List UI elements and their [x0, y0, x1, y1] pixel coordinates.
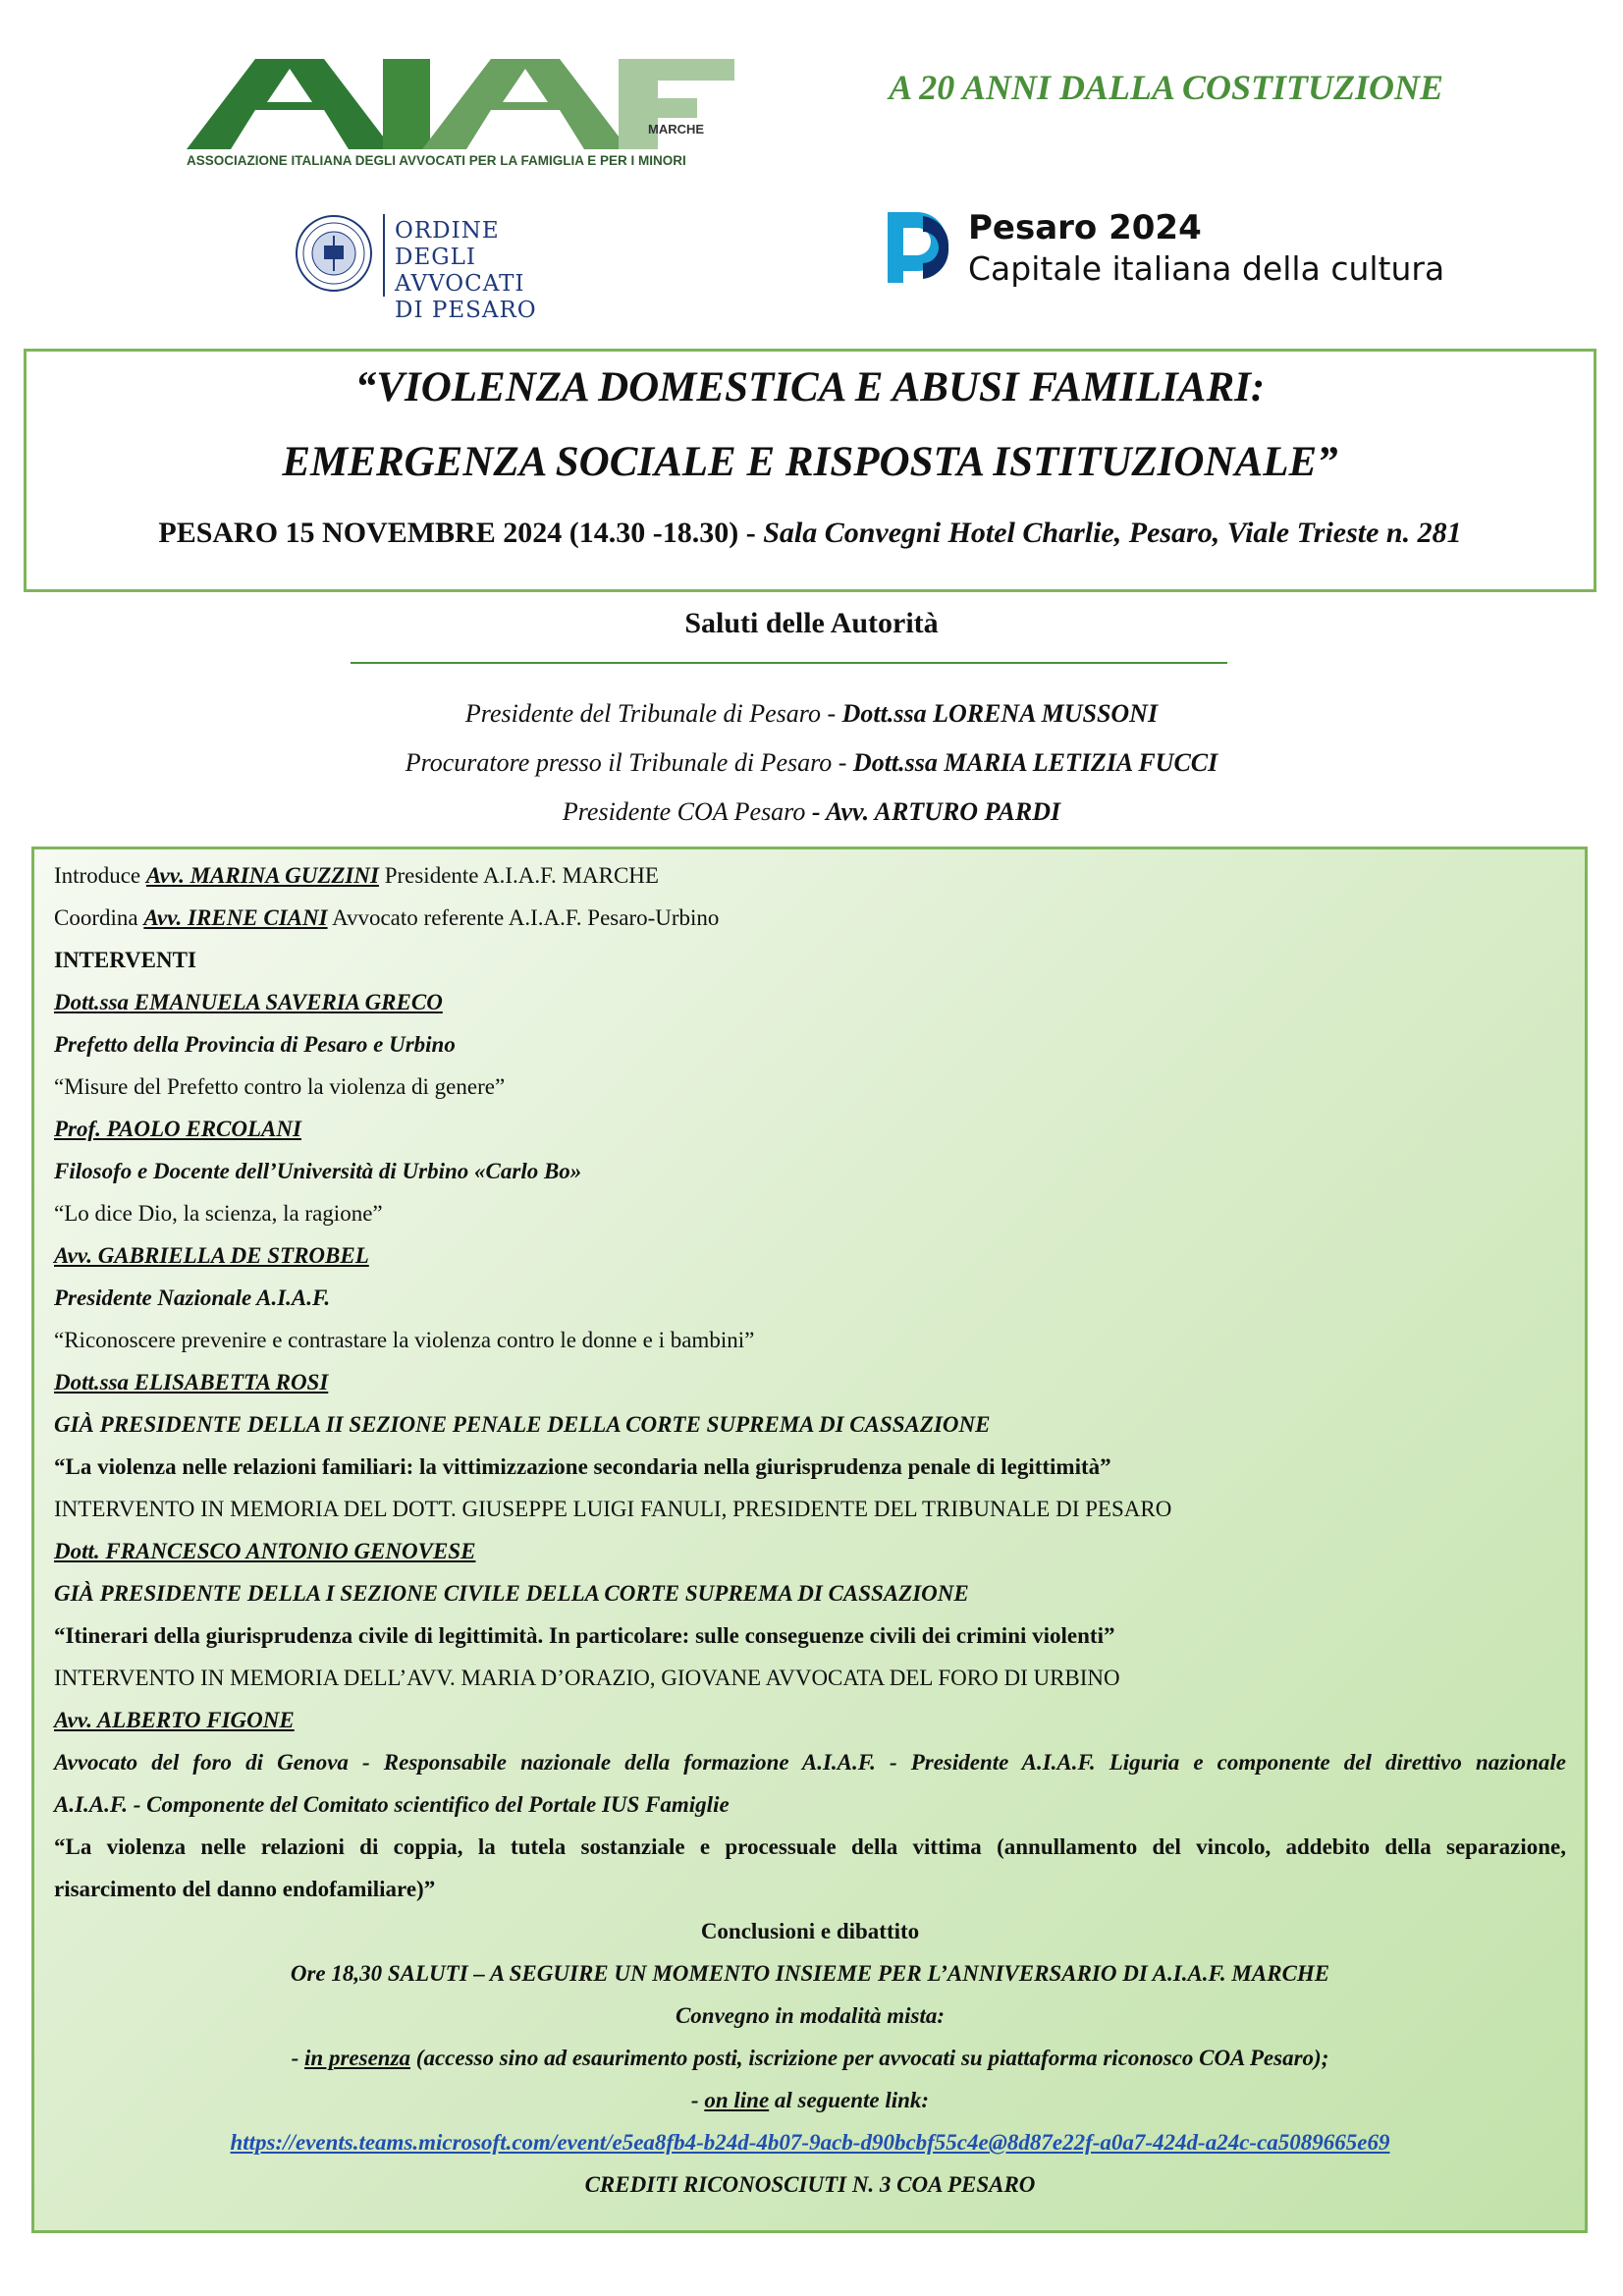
speaker-name: Avv. ALBERTO FIGONE [54, 1708, 295, 1732]
coordina-suffix: Avvocato referente A.I.A.F. Pesaro-Urbino [327, 905, 720, 930]
speaker-memory: INTERVENTO IN MEMORIA DELL’AVV. MARIA D’ORAZIO, GIOVANE AVVOCATA DEL FORO DI URBINO [54, 1666, 1120, 1690]
introduce-suffix: Presidente A.I.A.F. MARCHE [378, 863, 659, 888]
teams-event-link[interactable]: https://events.teams.microsoft.com/event/e5ea8fb4-b24d-4b07-9acb-d90bcbf55c4e@8d87e22f-a0a7-424d-a24c-ca5089665e69 [230, 2130, 1390, 2155]
event-title-line-1: “VIOLENZA DOMESTICA E ABUSI FAMILIARI: [354, 364, 1266, 410]
speaker-name: Dott.ssa EMANUELA SAVERIA GRECO [54, 990, 443, 1014]
speaker-role: A.I.A.F. - Componente del Comitato scientifico del Portale IUS Famiglie [54, 1792, 730, 1817]
event-title-box [24, 349, 1596, 592]
authority-line [0, 748, 1623, 778]
authority-role: Presidente del Tribunale di Pesaro - [464, 699, 842, 728]
authority-line [0, 699, 1623, 729]
authority-line [0, 797, 1623, 827]
speaker-talk: “La violenza nelle relazioni familiari: la vittimizzazione secondaria nella giurisprudenza penale di legittimità” [54, 1454, 1111, 1479]
event-title-line-2: EMERGENZA SOCIALE E RISPOSTA ISTITUZIONALE” [282, 439, 1338, 485]
program-box [31, 847, 1588, 2233]
authority-name: Dott.ssa LORENA MUSSONI [841, 699, 1159, 728]
online-label: on line [704, 2088, 770, 2112]
speaker-talk: “Lo dice Dio, la scienza, la ragione” [54, 1201, 383, 1226]
presenza-dash: - [291, 2046, 305, 2070]
online-dash: - [690, 2088, 705, 2112]
pesaro-title: Pesaro 2024 [968, 208, 1202, 247]
anniversary-tagline: A 20 ANNI DALLA COSTITUZIONE [889, 68, 1443, 107]
ordine-line-1: ORDINE [395, 218, 500, 244]
presenza-line [54, 2046, 1566, 2071]
authority-role: Presidente COA Pesaro [562, 797, 812, 826]
event-venue: Sala Convegni Hotel Charlie, Pesaro, Viale Trieste n. 281 [763, 517, 1462, 549]
introduce-name: Avv. MARINA GUZZINI [145, 863, 379, 888]
ordine-line-3: DI PESARO [395, 298, 537, 323]
authority-name: Dott.ssa MARIA LETIZIA FUCCI [852, 748, 1218, 777]
speaker-talk: “Riconoscere prevenire e contrastare la violenza contro le donne e i bambini” [54, 1328, 755, 1352]
saluti-heading: Saluti delle Autorità [684, 607, 939, 639]
online-text: al seguente link: [769, 2088, 930, 2112]
speaker-name: Dott. FRANCESCO ANTONIO GENOVESE [54, 1539, 476, 1563]
logo-region: MARCHE [648, 122, 705, 137]
conclusioni-label: Conclusioni e dibattito [700, 1919, 920, 1943]
modalita-label: Convegno in modalità mista: [675, 2003, 946, 2028]
presenza-label: in presenza [304, 2046, 411, 2070]
introduce-line [54, 863, 1566, 889]
speaker-name: Prof. PAOLO ERCOLANI [54, 1117, 301, 1141]
interventi-label: INTERVENTI [54, 948, 196, 972]
coordina-name: Avv. IRENE CIANI [143, 905, 328, 930]
ordine-line-2: DEGLI AVVOCATI [395, 245, 525, 297]
coordina-prefix: Coordina [54, 905, 144, 930]
event-date: PESARO 15 NOVEMBRE 2024 (14.30 -18.30) - [158, 517, 764, 549]
speaker-role: Prefetto della Provincia di Pesaro e Urbino [54, 1032, 456, 1057]
saluti-divider [351, 662, 1227, 664]
pesaro-2024-logo [884, 206, 1453, 293]
introduce-prefix: Introduce [54, 863, 146, 888]
pesaro-emblem-icon [884, 208, 952, 287]
speaker-role: Filosofo e Docente dell’Università di Urbino «Carlo Bo» [54, 1159, 582, 1183]
speaker-role: Avvocato del foro di Genova - Responsabile nazionale della formazione A.I.A.F. - Presidente A.I.A.F. Liguria e componente del direttivo nazionale [54, 1750, 1566, 1775]
event-date-venue [27, 517, 1594, 550]
ordine-avvocati-logo [295, 206, 579, 323]
speaker-talk: risarcimento del danno endofamiliare)” [54, 1877, 436, 1901]
speaker-memory: INTERVENTO IN MEMORIA DEL DOTT. GIUSEPPE LUIGI FANULI, PRESIDENTE DEL TRIBUNALE DI PESARO [54, 1497, 1172, 1521]
authority-role: Procuratore presso il Tribunale di Pesaro - [405, 748, 853, 777]
online-line [54, 2088, 1566, 2113]
pesaro-subtitle: Capitale italiana della cultura [968, 249, 1445, 288]
speaker-role: GIÀ PRESIDENTE DELLA II SEZIONE PENALE DELLA CORTE SUPREMA DI CASSAZIONE [54, 1412, 991, 1437]
speaker-name: Avv. GABRIELLA DE STROBEL [54, 1243, 369, 1268]
speaker-talk: “Itinerari della giurisprudenza civile di legittimità. In particolare: sulle conseguenze civili dei crimini violenti” [54, 1623, 1115, 1648]
speaker-role: Presidente Nazionale A.I.A.F. [54, 1285, 331, 1310]
link-line [54, 2130, 1566, 2156]
ordine-seal-icon [295, 206, 373, 300]
speaker-talk: “Misure del Prefetto contro la violenza di genere” [54, 1074, 506, 1099]
presenza-text: (accesso sino ad esaurimento posti, iscrizione per avvocati su piattaforma riconosco COA Pesaro); [410, 2046, 1329, 2070]
speaker-name: Dott.ssa ELISABETTA ROSI [54, 1370, 329, 1394]
authority-name: - Avv. ARTURO PARDI [811, 797, 1061, 826]
logo-fullname: ASSOCIAZIONE ITALIANA DEGLI AVVOCATI PER LA FAMIGLIA E PER I MINORI [187, 153, 686, 168]
speaker-role: GIÀ PRESIDENTE DELLA I SEZIONE CIVILE DELLA CORTE SUPREMA DI CASSAZIONE [54, 1581, 969, 1606]
saluti-finali: Ore 18,30 SALUTI – A SEGUIRE UN MOMENTO INSIEME PER L’ANNIVERSARIO DI A.I.A.F. MARCHE [290, 1961, 1330, 1986]
coordina-line [54, 905, 1566, 931]
speaker-talk: “La violenza nelle relazioni di coppia, la tutela sostanziale e processuale della vittima (annullamento del vincolo, addebito della separazione, [54, 1834, 1566, 1859]
crediti-line: CREDITI RICONOSCIUTI N. 3 COA PESARO [584, 2172, 1036, 2197]
